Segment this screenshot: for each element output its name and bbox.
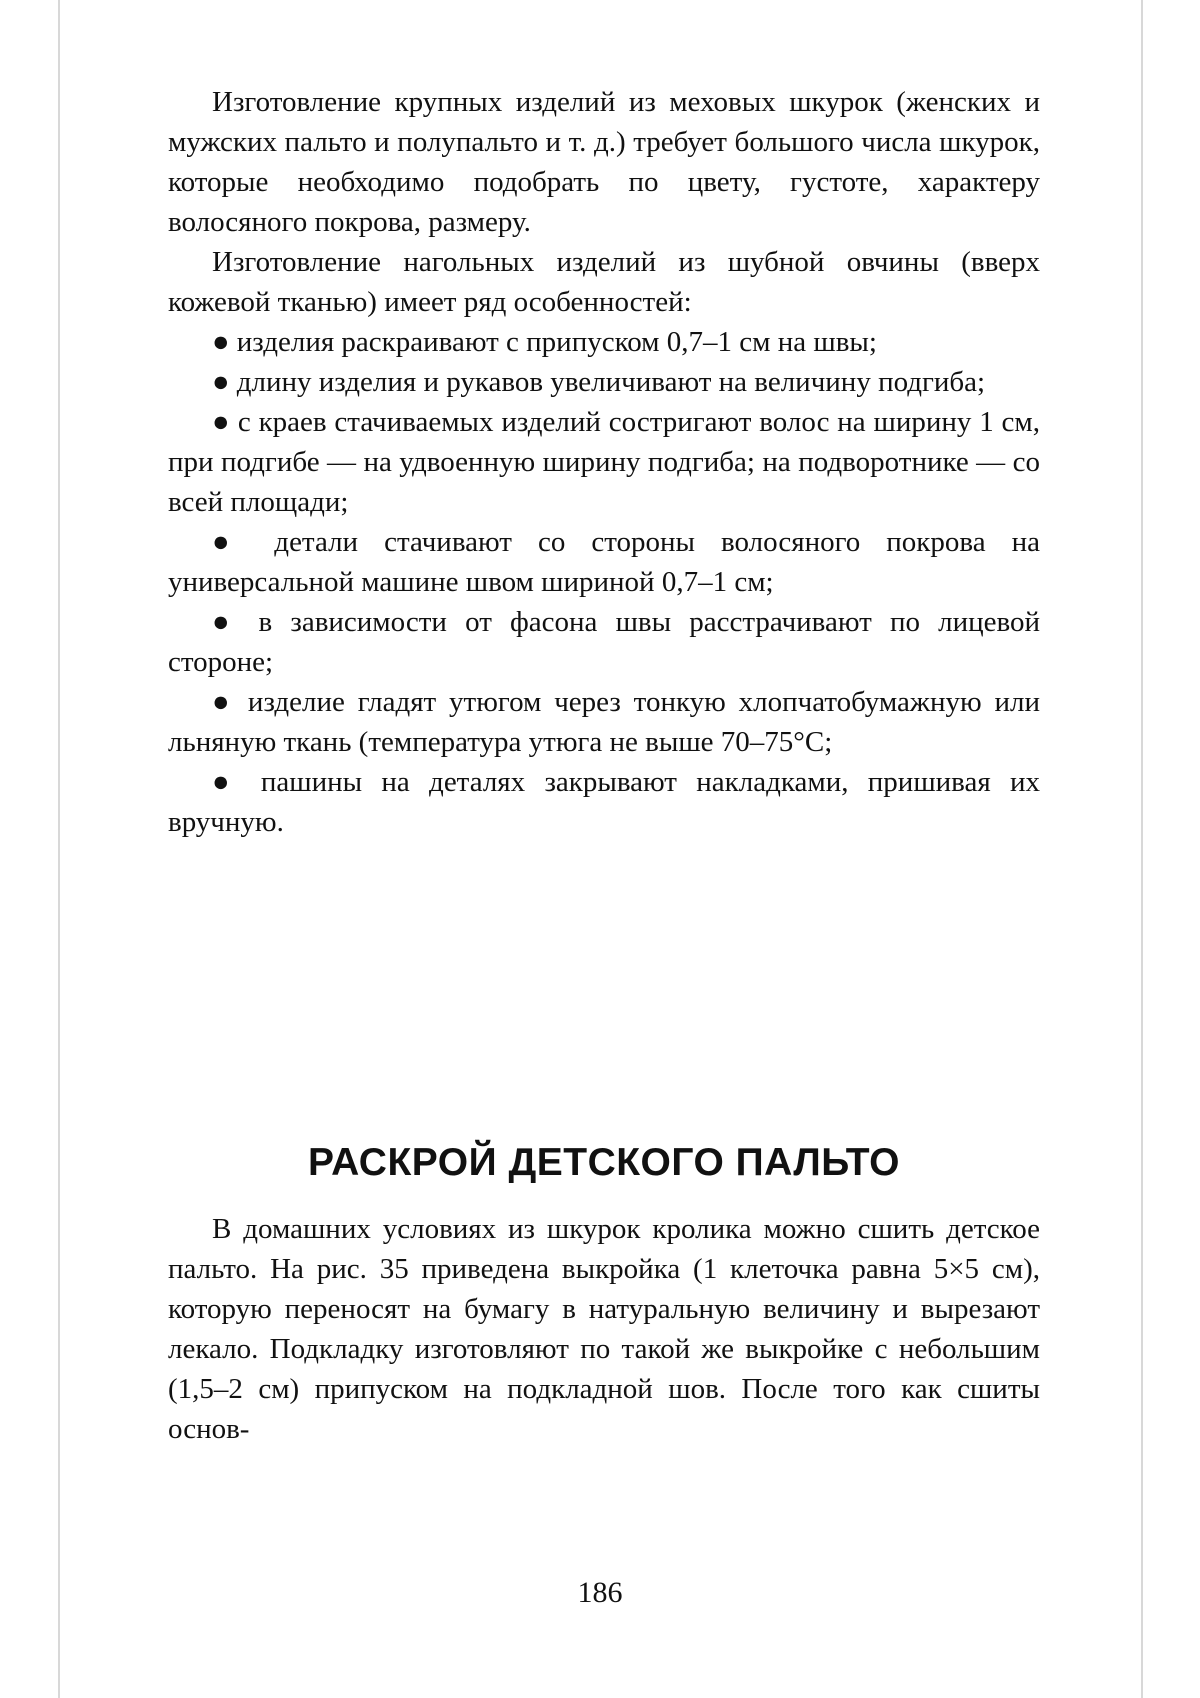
paragraph-sheepskin-products: Изготовление нагольных изделий из шубной овчины (вверх кожевой тканью) имеет ряд особенностей: <box>168 246 1040 318</box>
bullet-item: ● пашины на деталях закрывают накладками, пришивая их вручную. <box>168 766 1040 838</box>
bullet-item: ● изделия раскраивают с припуском 0,7–1 см на швы; <box>212 326 877 358</box>
page-edge-left <box>58 0 60 1698</box>
bullet-item: ● длину изделия и рукавов увеличивают на величину подгиба; <box>212 366 986 398</box>
intro-section <box>168 82 1040 842</box>
page-edge-right <box>1141 0 1143 1698</box>
paragraph-coat-cutting: В домашних условиях из шкурок кролика можно сшить детское пальто. На рис. 35 приведена выкройка (1 клеточка равна 5×5 см), которую переносят на бумагу в натуральную величину и вырезают лекало. Подкладку изготовляют по такой же выкройке с небольшим (1,5–2 см) припуском на подкладной шов. После того как сшиты основ- <box>168 1213 1040 1445</box>
bullet-item: ● с краев стачиваемых изделий состригают волос на ширину 1 см, при подгибе — на удвоенную ширину подгиба; на подворотнике — со всей площади; <box>168 406 1040 518</box>
bullet-item: ● детали стачивают со стороны волосяного покрова на универсальной машине швом шириной 0,7–1 см; <box>168 526 1040 598</box>
bullet-item: ● изделие гладят утюгом через тонкую хлопчатобумажную или льняную ткань (температура утюга не выше 70–75°С; <box>168 686 1040 758</box>
section-heading: РАСКРОЙ ДЕТСКОГО ПАЛЬТО <box>308 1141 900 1184</box>
bullet-item: ● в зависимости от фасона швы расстрачивают по лицевой стороне; <box>168 606 1040 678</box>
coat-section <box>168 1209 1040 1449</box>
page-number: 186 <box>577 1576 623 1609</box>
paragraph-fur-products: Изготовление крупных изделий из меховых шкурок (женских и мужских пальто и полупальто и т. д.) требует большого числа шкурок, которые необходимо подобрать по цвету, густоте, характеру волосяного покрова, размеру. <box>168 86 1040 238</box>
